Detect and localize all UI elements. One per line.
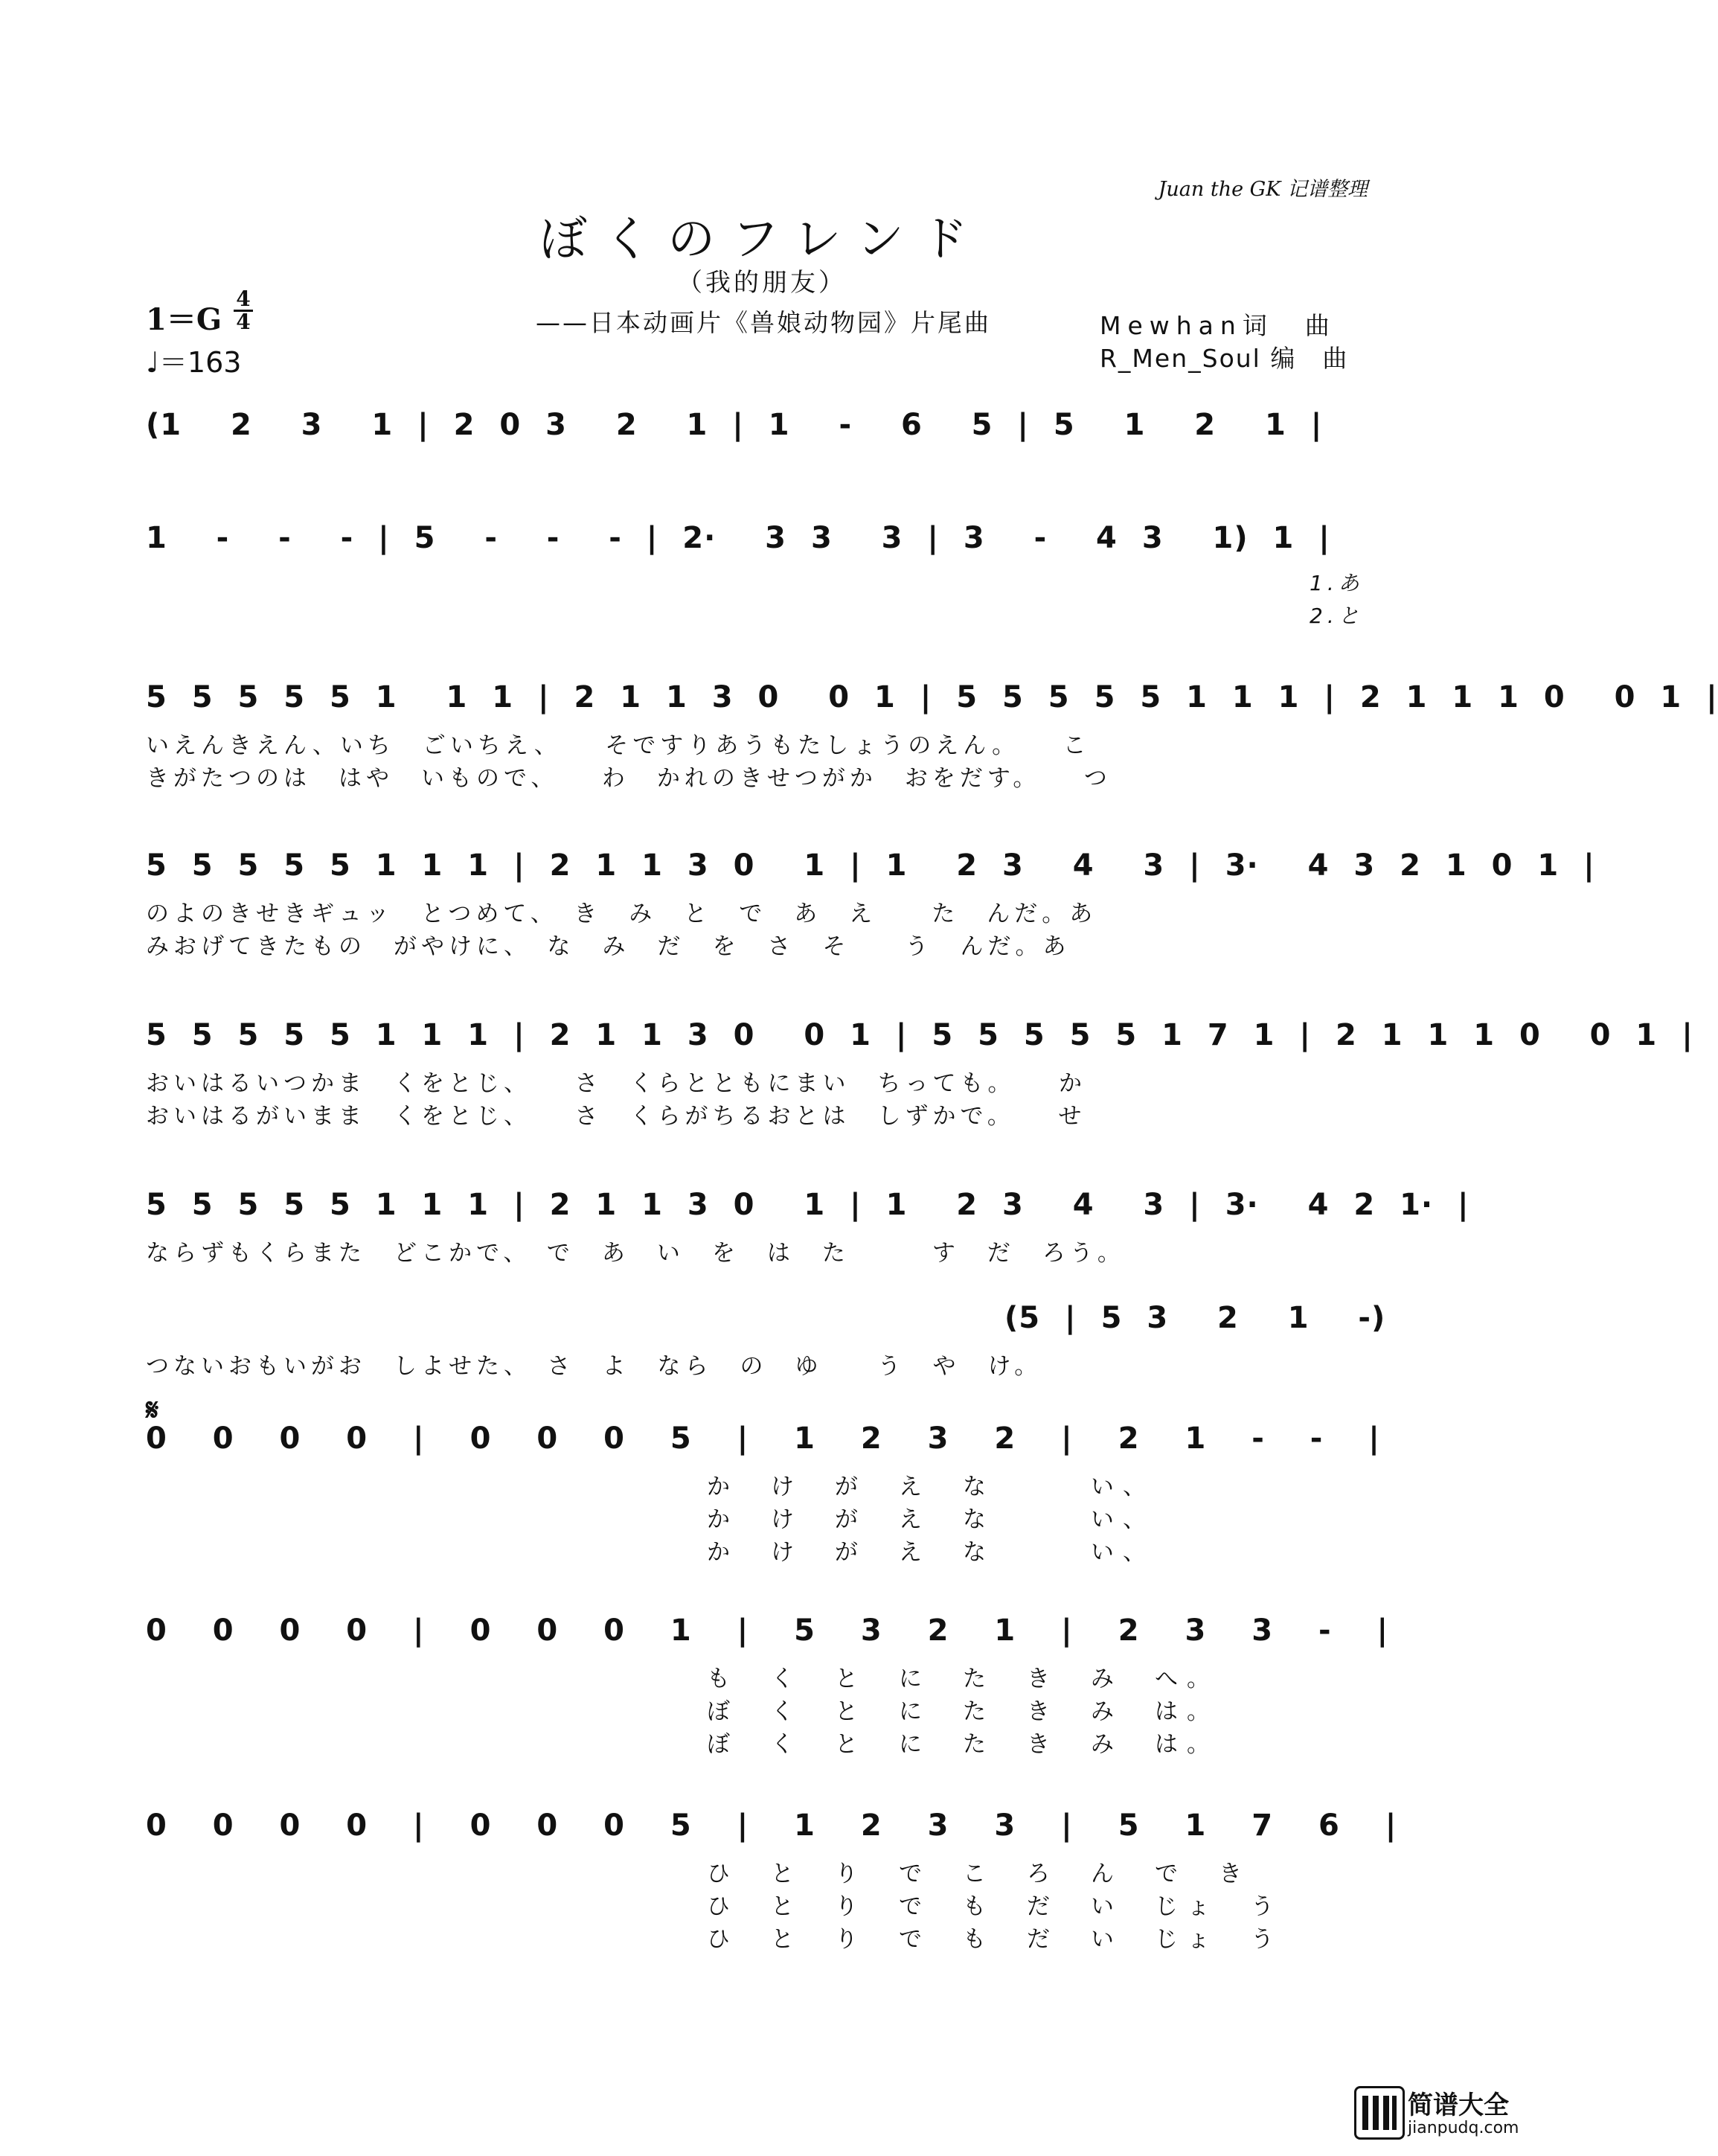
key-signature: 1＝G <box>146 302 222 337</box>
lyric-line: ならずもくらまた どこかで、 で あ い を は た す だ ろう。 <box>146 1240 1125 1267</box>
notation-line: 0 0 0 0 | 0 0 0 5 | 1 2 3 2 | 2 1 - - | <box>146 1421 1380 1456</box>
lyric-line: いえんきえん、いち ごいちえ、 そですりあうもたしょうのえん。 こ <box>146 732 1091 759</box>
notation-line: 5 5 5 5 5 1 1 1 | 2 1 1 3 0 0 1 | 5 5 5 5 5 1 7 1 | 2 1 1 1 0 0 1 | <box>146 1018 1693 1052</box>
lyric-line: ひ と り で も だ い じょ う <box>707 1893 1283 1920</box>
tempo-marking: ♩＝163 <box>146 346 242 379</box>
transcriber-credit: Juan the GK 记谱整理 <box>1158 178 1368 201</box>
piano-icon <box>1354 2086 1405 2140</box>
notation-line: (5 | 5 3 2 1 -) <box>1004 1301 1386 1335</box>
lyric-line: つないおもいがお しよせた、 さ よ なら の ゆ う や け。 <box>146 1353 1042 1380</box>
time-bottom: 4 <box>236 310 251 334</box>
logo-url: jianpudq.com <box>1408 2119 1519 2137</box>
notation-line: 1 - - - | 5 - - - | 2· 3 3 3 | 3 - 4 3 1) 1 | <box>146 521 1330 555</box>
notation-line: 5 5 5 5 5 1 1 1 | 2 1 1 3 0 0 1 | 5 5 5 5 5 1 1 1 | 2 1 1 1 0 0 1 | <box>146 680 1718 714</box>
notation-line: 5 5 5 5 5 1 1 1 | 2 1 1 3 0 1 | 1 2 3 4 3 | 3· 4 3 2 1 0 1 | <box>146 848 1595 883</box>
lyric-line: みおげてきたもの がやけに、 な み だ を さ そ う んだ。あ <box>146 933 1071 960</box>
song-source: ——日本动画片《兽娘动物园》片尾曲 <box>536 308 991 337</box>
time-signature <box>234 289 253 333</box>
lyric-line: ひ と り で こ ろ ん で き <box>707 1861 1251 1887</box>
notation-line: (1 2 3 1 | 2 0 3 2 1 | 1 - 6 5 | 5 1 2 1 | <box>146 408 1323 442</box>
lyric-line: おいはるいつかま くをとじ、 さ くらとともにまい ちっても。 か <box>146 1070 1086 1097</box>
lyric-line: か け が え な い、 <box>707 1506 1155 1533</box>
lyric-line: 1.あ <box>1310 571 1364 595</box>
song-title: ぼくのフレンド <box>539 212 984 267</box>
lyric-line: ぼ く と に た き み は。 <box>707 1698 1219 1725</box>
logo-text: 简谱大全 <box>1408 2091 1509 2120</box>
lyric-line: 2.と <box>1310 604 1364 628</box>
arranger-credit: R_Men_Soul 编 曲 <box>1100 344 1349 373</box>
notation-line: 5 5 5 5 5 1 1 1 | 2 1 1 3 0 1 | 1 2 3 4 3 | 3· 4 2 1· | <box>146 1188 1469 1222</box>
lyric-line: も く と に た き み へ。 <box>707 1666 1219 1692</box>
lyric-line: のよのきせきギュッ とつめて、 き み と で あ え た んだ。あ <box>146 901 1097 927</box>
lyric-line: おいはるがいまま くをとじ、 さ くらがちるおとは しずかで。 せ <box>146 1103 1086 1130</box>
time-top: 4 <box>236 287 251 311</box>
site-logo <box>1354 2083 1519 2146</box>
lyric-line: きがたつのは はや いもので、 わ かれのきせつがか おをだす。 つ <box>146 765 1112 792</box>
lyric-line: か け が え な い、 <box>707 1474 1155 1500</box>
lyric-line: ぼ く と に た き み は。 <box>707 1731 1219 1758</box>
segno-sign: 𝄋 <box>146 1393 159 1427</box>
lyricist-credit: Mewhan词 曲 <box>1100 311 1336 340</box>
lyric-line: ひ と り で も だ い じょ う <box>707 1926 1283 1953</box>
notation-line: 0 0 0 0 | 0 0 0 1 | 5 3 2 1 | 2 3 3 - | <box>146 1613 1389 1648</box>
lyric-line: か け が え な い、 <box>707 1539 1155 1566</box>
notation-line: 0 0 0 0 | 0 0 0 5 | 1 2 3 3 | 5 1 7 6 | <box>146 1808 1397 1843</box>
song-subtitle: （我的朋友） <box>677 268 847 298</box>
